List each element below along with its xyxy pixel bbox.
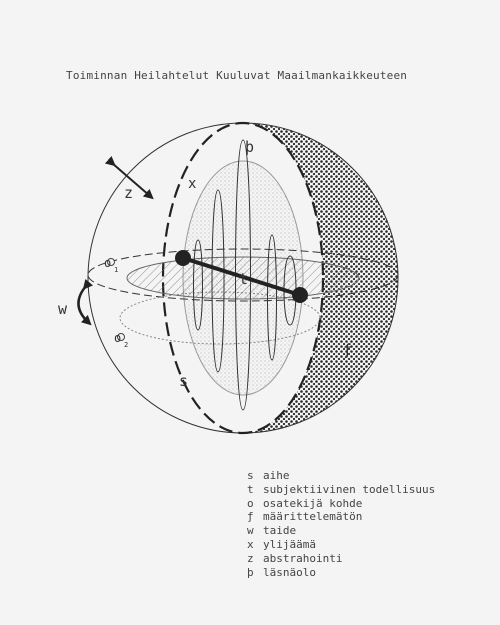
node-right (292, 287, 308, 303)
legend-item (247, 483, 435, 497)
legend-text: aihe (263, 469, 290, 482)
legend-symbol: z (247, 551, 254, 565)
w-arrow (78, 286, 88, 322)
legend-symbol: x (247, 537, 254, 551)
legend-text: abstrahointi (263, 551, 343, 565)
label-f: ƒ (343, 341, 353, 359)
legend-item (247, 469, 435, 483)
legend-text: subjektiivinen todellisuus (263, 482, 436, 496)
label-o2-sub: 2 (124, 341, 129, 349)
legend-symbol: ƒ (247, 510, 254, 524)
label-o2: o (114, 331, 122, 345)
label-z: z (124, 184, 134, 202)
legend-symbol: w (247, 524, 254, 538)
node-left (175, 250, 191, 266)
legend-item (247, 552, 435, 566)
legend-symbol: s (247, 469, 254, 482)
legend-symbol: t (247, 482, 254, 496)
legend (247, 469, 435, 579)
legend-item (247, 510, 435, 524)
label-s: s (179, 372, 189, 390)
diagram-title: Toiminnan Heilahtelut Kuuluvat Maailmankaikkeuteen (66, 69, 408, 82)
label-thorn: þ (245, 138, 255, 156)
legend-item (247, 524, 435, 538)
legend-symbol: þ (247, 565, 254, 579)
label-w: w (58, 300, 68, 318)
label-o1-sub: 1 (114, 266, 119, 274)
label-o1: o (104, 256, 112, 270)
legend-item (247, 497, 435, 511)
label-t: t (239, 270, 249, 288)
legend-item (247, 566, 435, 580)
legend-text: taide (263, 524, 297, 538)
label-x: x (188, 176, 197, 192)
legend-text: läsnäolo (263, 565, 316, 579)
legend-symbol: o (247, 496, 254, 510)
legend-text: osatekijä kohde (263, 496, 363, 510)
legend-text: määrittelemätön (263, 510, 363, 524)
legend-text: ylijäämä (263, 537, 316, 551)
legend-item (247, 538, 435, 552)
